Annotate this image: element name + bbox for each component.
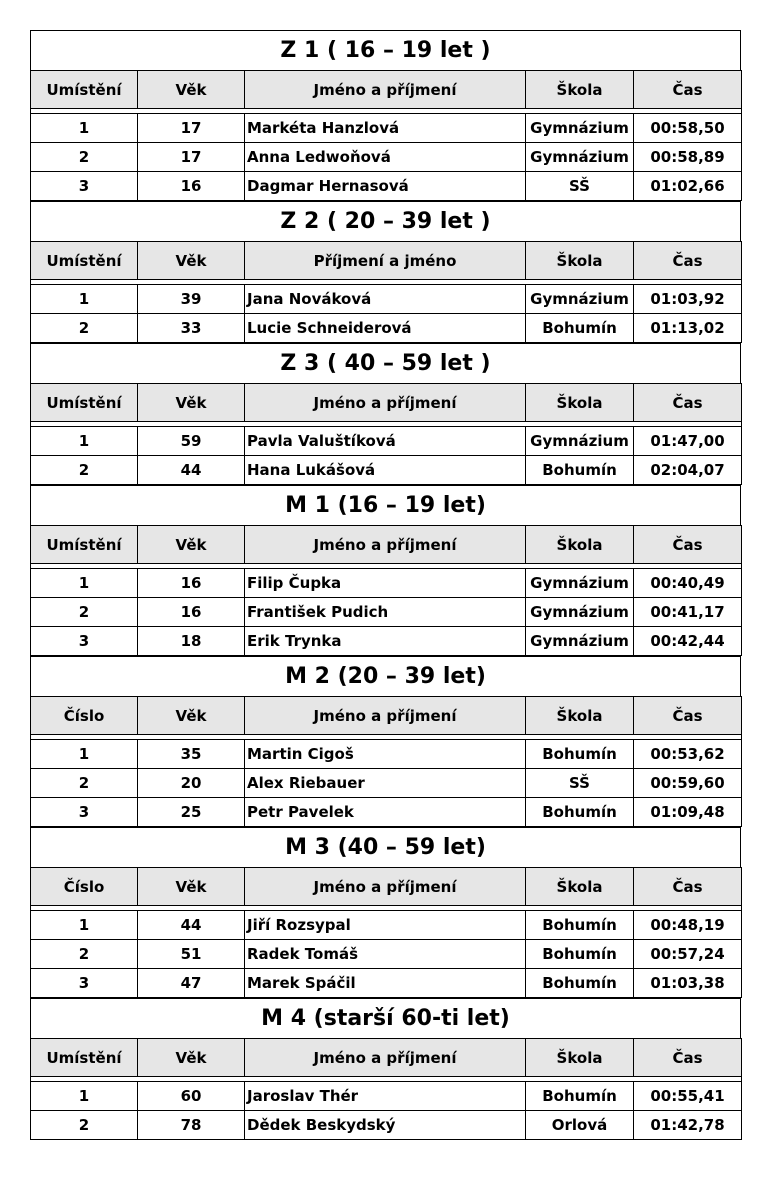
name-cell: Filip Čupka: [245, 569, 526, 598]
column-header: Čas: [634, 242, 742, 280]
column-header: Škola: [526, 526, 634, 564]
school-cell: Bohumín: [526, 314, 634, 343]
time-cell: 01:03,38: [634, 969, 742, 998]
age-cell: 18: [138, 627, 245, 656]
time-cell: 01:42,78: [634, 1111, 742, 1140]
category-title: Z 2 ( 20 – 39 let ): [30, 201, 741, 241]
table-row: [31, 172, 742, 201]
school-cell: Gymnázium: [526, 114, 634, 143]
age-cell: 60: [138, 1082, 245, 1111]
school-cell: Gymnázium: [526, 427, 634, 456]
column-header: Umístění: [31, 384, 138, 422]
name-cell: Dědek Beskydský: [245, 1111, 526, 1140]
age-cell: 39: [138, 285, 245, 314]
placement-cell: 1: [31, 569, 138, 598]
time-cell: 00:41,17: [634, 598, 742, 627]
name-cell: Pavla Valuštíková: [245, 427, 526, 456]
column-header: Škola: [526, 1039, 634, 1077]
column-header: Škola: [526, 868, 634, 906]
table-row: [31, 1082, 742, 1111]
column-header: Jméno a příjmení: [245, 697, 526, 735]
placement-cell: 1: [31, 114, 138, 143]
column-header: Čas: [634, 1039, 742, 1077]
name-cell: Lucie Schneiderová: [245, 314, 526, 343]
placement-cell: 1: [31, 740, 138, 769]
time-cell: 02:04,07: [634, 456, 742, 485]
time-cell: 00:58,89: [634, 143, 742, 172]
time-cell: 00:48,19: [634, 911, 742, 940]
category-title: M 2 (20 – 39 let): [30, 656, 741, 696]
placement-cell: 3: [31, 172, 138, 201]
name-cell: František Pudich: [245, 598, 526, 627]
table-header-row: [31, 697, 742, 735]
column-header: Věk: [138, 526, 245, 564]
school-cell: Orlová: [526, 1111, 634, 1140]
school-cell: Bohumín: [526, 798, 634, 827]
name-cell: Erik Trynka: [245, 627, 526, 656]
time-cell: 01:09,48: [634, 798, 742, 827]
placement-cell: 2: [31, 314, 138, 343]
school-cell: Gymnázium: [526, 569, 634, 598]
results-table: [30, 241, 742, 343]
column-header: Jméno a příjmení: [245, 384, 526, 422]
column-header: Škola: [526, 71, 634, 109]
table-row: [31, 569, 742, 598]
school-cell: Gymnázium: [526, 285, 634, 314]
school-cell: Gymnázium: [526, 598, 634, 627]
column-header: Věk: [138, 1039, 245, 1077]
school-cell: Gymnázium: [526, 143, 634, 172]
placement-cell: 3: [31, 969, 138, 998]
column-header: Škola: [526, 384, 634, 422]
placement-cell: 2: [31, 769, 138, 798]
name-cell: Jaroslav Thér: [245, 1082, 526, 1111]
school-cell: SŠ: [526, 172, 634, 201]
table-row: [31, 798, 742, 827]
table-header-row: [31, 1039, 742, 1077]
table-row: [31, 969, 742, 998]
school-cell: Bohumín: [526, 456, 634, 485]
time-cell: 00:40,49: [634, 569, 742, 598]
name-cell: Martin Cigoš: [245, 740, 526, 769]
age-cell: 33: [138, 314, 245, 343]
name-cell: Petr Pavelek: [245, 798, 526, 827]
table-row: [31, 143, 742, 172]
name-cell: Anna Ledwoňová: [245, 143, 526, 172]
column-header: Čas: [634, 526, 742, 564]
results-table: [30, 70, 742, 201]
column-header: Umístění: [31, 526, 138, 564]
table-row: [31, 911, 742, 940]
name-cell: Radek Tomáš: [245, 940, 526, 969]
column-header: Věk: [138, 697, 245, 735]
table-header-row: [31, 384, 742, 422]
school-cell: SŠ: [526, 769, 634, 798]
column-header: Věk: [138, 868, 245, 906]
age-cell: 25: [138, 798, 245, 827]
table-row: [31, 740, 742, 769]
table-row: [31, 114, 742, 143]
placement-cell: 2: [31, 456, 138, 485]
results-table: [30, 696, 742, 827]
name-cell: Hana Lukášová: [245, 456, 526, 485]
column-header: Čas: [634, 868, 742, 906]
age-cell: 35: [138, 740, 245, 769]
table-row: [31, 427, 742, 456]
name-cell: Dagmar Hernasová: [245, 172, 526, 201]
placement-cell: 1: [31, 911, 138, 940]
placement-cell: 2: [31, 1111, 138, 1140]
age-cell: 16: [138, 598, 245, 627]
results-table: [30, 1038, 742, 1140]
age-cell: 59: [138, 427, 245, 456]
column-header: Umístění: [31, 1039, 138, 1077]
column-header: Příjmení a jméno: [245, 242, 526, 280]
table-header-row: [31, 242, 742, 280]
table-row: [31, 456, 742, 485]
school-cell: Bohumín: [526, 969, 634, 998]
name-cell: Marek Spáčil: [245, 969, 526, 998]
table-row: [31, 1111, 742, 1140]
age-cell: 44: [138, 456, 245, 485]
placement-cell: 2: [31, 598, 138, 627]
column-header: Věk: [138, 71, 245, 109]
school-cell: Bohumín: [526, 740, 634, 769]
column-header: Škola: [526, 242, 634, 280]
placement-cell: 1: [31, 427, 138, 456]
column-header: Škola: [526, 697, 634, 735]
column-header: Věk: [138, 242, 245, 280]
age-cell: 78: [138, 1111, 245, 1140]
school-cell: Bohumín: [526, 940, 634, 969]
results-sheet: [30, 30, 741, 1140]
category-title: M 1 (16 – 19 let): [30, 485, 741, 525]
time-cell: 01:47,00: [634, 427, 742, 456]
age-cell: 20: [138, 769, 245, 798]
time-cell: 01:03,92: [634, 285, 742, 314]
results-table: [30, 525, 742, 656]
column-header: Čas: [634, 697, 742, 735]
time-cell: 00:53,62: [634, 740, 742, 769]
age-cell: 47: [138, 969, 245, 998]
category-title: Z 1 ( 16 – 19 let ): [30, 30, 741, 70]
age-cell: 16: [138, 569, 245, 598]
name-cell: Alex Riebauer: [245, 769, 526, 798]
table-header-row: [31, 868, 742, 906]
results-table: [30, 867, 742, 998]
table-header-row: [31, 526, 742, 564]
time-cell: 01:13,02: [634, 314, 742, 343]
placement-cell: 3: [31, 798, 138, 827]
column-header: Číslo: [31, 697, 138, 735]
name-cell: Jiří Rozsypal: [245, 911, 526, 940]
table-header-row: [31, 71, 742, 109]
category-title: M 4 (starší 60-ti let): [30, 998, 741, 1038]
column-header: Čas: [634, 384, 742, 422]
placement-cell: 2: [31, 940, 138, 969]
column-header: Jméno a příjmení: [245, 526, 526, 564]
placement-cell: 3: [31, 627, 138, 656]
column-header: Věk: [138, 384, 245, 422]
time-cell: 00:42,44: [634, 627, 742, 656]
age-cell: 44: [138, 911, 245, 940]
column-header: Čas: [634, 71, 742, 109]
time-cell: 00:59,60: [634, 769, 742, 798]
column-header: Jméno a příjmení: [245, 71, 526, 109]
results-table: [30, 383, 742, 485]
table-row: [31, 314, 742, 343]
age-cell: 51: [138, 940, 245, 969]
placement-cell: 1: [31, 285, 138, 314]
category-title: Z 3 ( 40 – 59 let ): [30, 343, 741, 383]
table-row: [31, 598, 742, 627]
time-cell: 01:02,66: [634, 172, 742, 201]
age-cell: 17: [138, 114, 245, 143]
time-cell: 00:57,24: [634, 940, 742, 969]
name-cell: Jana Nováková: [245, 285, 526, 314]
column-header: Umístění: [31, 71, 138, 109]
category-title: M 3 (40 – 59 let): [30, 827, 741, 867]
column-header: Jméno a příjmení: [245, 868, 526, 906]
age-cell: 16: [138, 172, 245, 201]
time-cell: 00:58,50: [634, 114, 742, 143]
age-cell: 17: [138, 143, 245, 172]
school-cell: Bohumín: [526, 911, 634, 940]
time-cell: 00:55,41: [634, 1082, 742, 1111]
name-cell: Markéta Hanzlová: [245, 114, 526, 143]
table-row: [31, 769, 742, 798]
table-row: [31, 940, 742, 969]
table-row: [31, 627, 742, 656]
school-cell: Gymnázium: [526, 627, 634, 656]
column-header: Číslo: [31, 868, 138, 906]
column-header: Jméno a příjmení: [245, 1039, 526, 1077]
column-header: Umístění: [31, 242, 138, 280]
placement-cell: 2: [31, 143, 138, 172]
placement-cell: 1: [31, 1082, 138, 1111]
table-row: [31, 285, 742, 314]
school-cell: Bohumín: [526, 1082, 634, 1111]
